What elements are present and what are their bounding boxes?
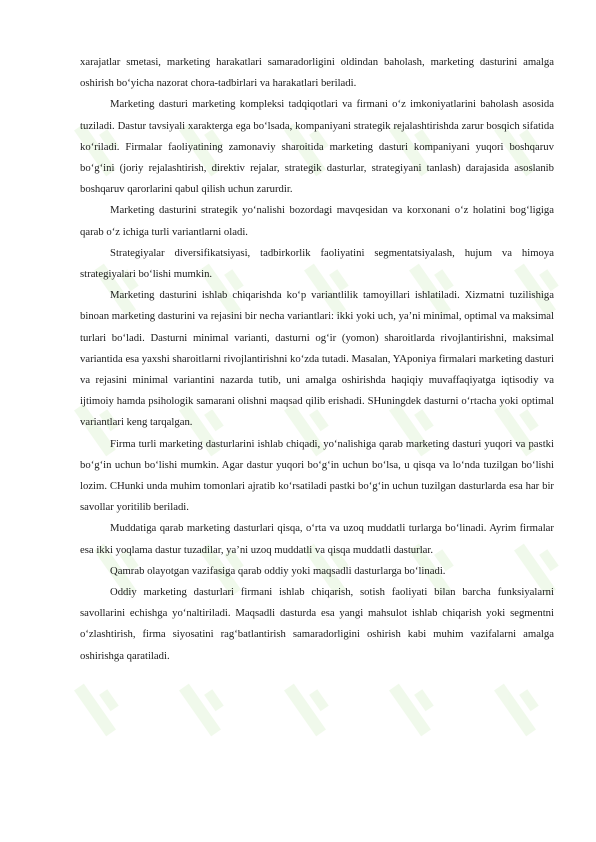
paragraph-6: Firma turli marketing dasturlarini ishlab chiqadi, yo‘nalishiga qarab marketing dasturi yuqori va pastki bo‘g‘in uchun bo‘lishi mumkin. Agar dastur yuqori bo‘g‘in uchun bo‘lsa, u qisqa va lo‘nda tuzilgan bo‘lishi lozim. CHunki unda muhim tomonlari ajratib ko‘rsatiladi pastki bo‘g‘in uchun tuzilgan dasturlarda esa har bir savollar yoritilib beriladi. (80, 437, 554, 514)
watermark-mark (284, 674, 339, 736)
paragraph-1: xarajatlar smetasi, marketing harakatlari samaradorligini oldindan baholash, marketing dasturini amalga oshirish bo‘yicha nazorat chora-tadbirlari va harakatlari beriladi. (80, 56, 554, 90)
document-body (80, 52, 554, 667)
paragraph-5: Marketing dasturini ishlab chiqarishda ko‘p variantlilik tamoyillari ishlatiladi. Xizmatni tuzilishiga binoan marketing dasturini va rejasini bir necha variantlari: ikki yoki uch, ya’ni minimal, optimal va maksimal turlari bo‘ladi. Dasturni minimal varianti, dasturni og‘ir (yomon) sharoitlarda rivojlantirishni, maksimal variantida esa yaxshi sharoitlarni rivojlantirishni ko‘zda tutadi. Masalan, YAponiya firmalari marketing dasturi va rejasini minimal variantini nazarda tutib, uni amalga oshirishda haqiqiy muvaffaqiyatga iqtisodiy va ijtimoiy hamda psihologik samarani olishni maqsad qilib erishadi. SHuningdek dasturni o‘rtacha yoki optimal variantlari keng tarqalgan. (80, 289, 554, 429)
watermark-mark (494, 674, 549, 736)
watermark-mark (389, 674, 444, 736)
paragraph-9: Oddiy marketing dasturlari firmani ishlab chiqarish, sotish faoliyati bilan barcha funksiyalarni savollarini echishga yo‘naltiriladi. Maqsadli dasturda esa yangi mahsulot ishlab chiqarish yoki segmentni o‘zlashtirish, firma siyosatini rag‘batlantirish samaradorligini oshirish kabi muhim vazifalarni amalga oshirishga qaratiladi. (80, 586, 554, 662)
paragraph-4: Strategiyalar diversifikatsiyasi, tadbirkorlik faoliyatini segmentatsiyalash, hujum va himoya strategiyalari bo‘lishi mumkin. (80, 246, 554, 281)
paragraph-2: Marketing dasturi marketing kompleksi tadqiqotlari va firmani o‘z imkoniyatlarini baholash asosida tuziladi. Dastur tavsiyali xarakterga ega bo‘lsada, kompaniyani strategik rejalashtirishda zarur bosqich sifatida ko‘riladi. Firmalar faoliyatining zamonaviy sharoitida marketing dasturi kompaniyani yuqori boshqaruv bo‘g‘ini (joriy rejalashtirish, direktiv rejalar, strategik dasturlar, strategiyani tanlash) darajasida asoslanib boshqaruv qarorlarini qabul qilish uchun zarurdir. (80, 98, 554, 196)
paragraph-8: Qamrab olayotgan vazifasiga qarab oddiy yoki maqsadli dasturlarga bo‘linadi. (110, 564, 446, 577)
paragraph-3: Marketing dasturini strategik yo‘nalishi bozordagi mavqesidan va korxonani o‘z holatini bog‘ligiga qarab o‘z ichiga turli variantlarni oladi. (80, 204, 554, 238)
watermark-mark (179, 674, 234, 736)
watermark-mark (74, 674, 129, 736)
paragraph-7: Muddatiga qarab marketing dasturlari qisqa, o‘rta va uzoq muddatli turlarga bo‘linadi. Ayrim firmalar esa ikki yoqlama dastur tuzadilar, ya’ni uzoq muddatli va qisqa muddatli dasturlar. (80, 522, 554, 556)
